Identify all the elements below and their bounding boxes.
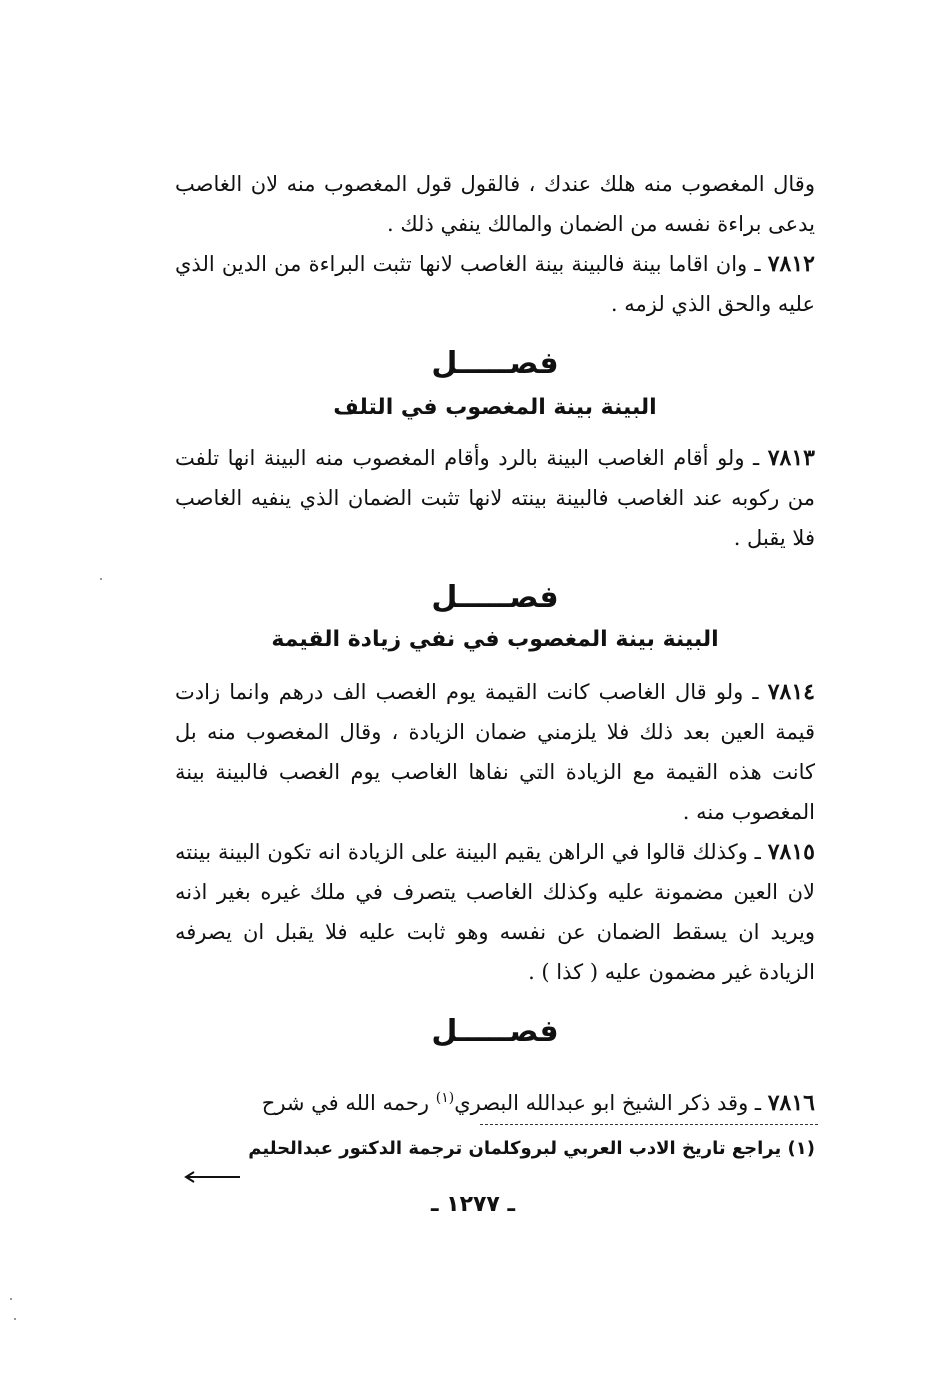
paragraph-text: وقال المغصوب منه هلك عندك ، فالقول قول المغصوب منه لان الغاصب يدعى براءة نفسه من الضمان والمالك ينفي ذلك . [175,172,815,236]
section3-text-block [175,1078,815,1123]
page-number: ـ ١٢٧٧ ـ [430,1192,516,1217]
paragraph-continuation [175,164,815,244]
section-heading-2: فصـــــل [431,580,559,615]
footnote-text: يراجع تاريخ الادب العربي لبروكلمان ترجمة الدكتور عبدالحليم [248,1138,782,1159]
section2-text-block [175,672,815,992]
section-subtitle-1: البينة بينة المغصوب في التلف [333,395,657,420]
top-text-block [175,164,815,324]
scan-speck [14,1318,16,1320]
paragraph-number: ٧٨١٢ [767,251,815,277]
scan-speck [10,1298,12,1300]
paragraph-text: رحمه الله في شرح [261,1091,436,1115]
paragraph-number: ٧٨١٣ [767,445,815,471]
footnote-marker: (١) [787,1138,815,1159]
paragraph-7814 [175,672,815,832]
paragraph-7812 [175,244,815,324]
footnote [175,1134,815,1164]
section-subtitle-2: البينة بينة المغصوب في نفي زيادة القيمة [271,627,719,652]
section1-text-block [175,438,815,558]
paragraph-number: ٧٨١٤ [767,679,815,705]
scan-speck [100,578,102,580]
paragraph-number: ٧٨١٦ [767,1090,815,1116]
paragraph-7816 [175,1078,815,1123]
paragraph-text: ـ وان اقاما بينة فالبينة بينة الغاصب لانها تثبت البراءة من الدين الذي عليه والحق الذي لزمه . [175,252,815,316]
paragraph-7813 [175,438,815,558]
section-heading-1: فصـــــل [431,346,559,381]
paragraph-text: ـ وكذلك قالوا في الراهن يقيم البينة على الزيادة انه تكون البينة بينته لان العين مضمونة عليه وكذلك الغاصب يتصرف في ملك غيره بغير اذنه ويريد ان يسقط الضمان عن نفسه وهو ثابت عليه فلا يقبل ان يصرفه الزيادة غير مضمون عليه ( كذا ) . [175,840,815,984]
paragraph-text: ـ ولو قال الغاصب كانت القيمة يوم الغصب الف درهم وانما زادت قيمة العين بعد ذلك فلا يلزمني ضمان الزيادة ، وقال المغصوب منه بل كانت هذه القيمة مع الزيادة التي نفاها الغاصب يوم الغصب فالبينة بينة المغصوب منه . [175,680,815,824]
continuation-arrow-icon [182,1170,242,1184]
footnote-reference: (١) [435,1090,455,1106]
paragraph-number: ٧٨١٥ [767,839,815,865]
footnote-divider [480,1124,818,1125]
paragraph-text: ـ ولو أقام الغاصب البينة بالرد وأقام المغصوب منه البينة انها تلفت من ركوبه عند الغاصب فالبينة بينته لانها تثبت الضمان الذي ينفيه الغاصب فلا يقبل . [175,446,815,550]
paragraph-text: ـ وقد ذكر الشيخ ابو عبدالله البصري [454,1091,768,1115]
section-heading-3: فصـــــل [431,1014,559,1049]
paragraph-7815 [175,832,815,992]
